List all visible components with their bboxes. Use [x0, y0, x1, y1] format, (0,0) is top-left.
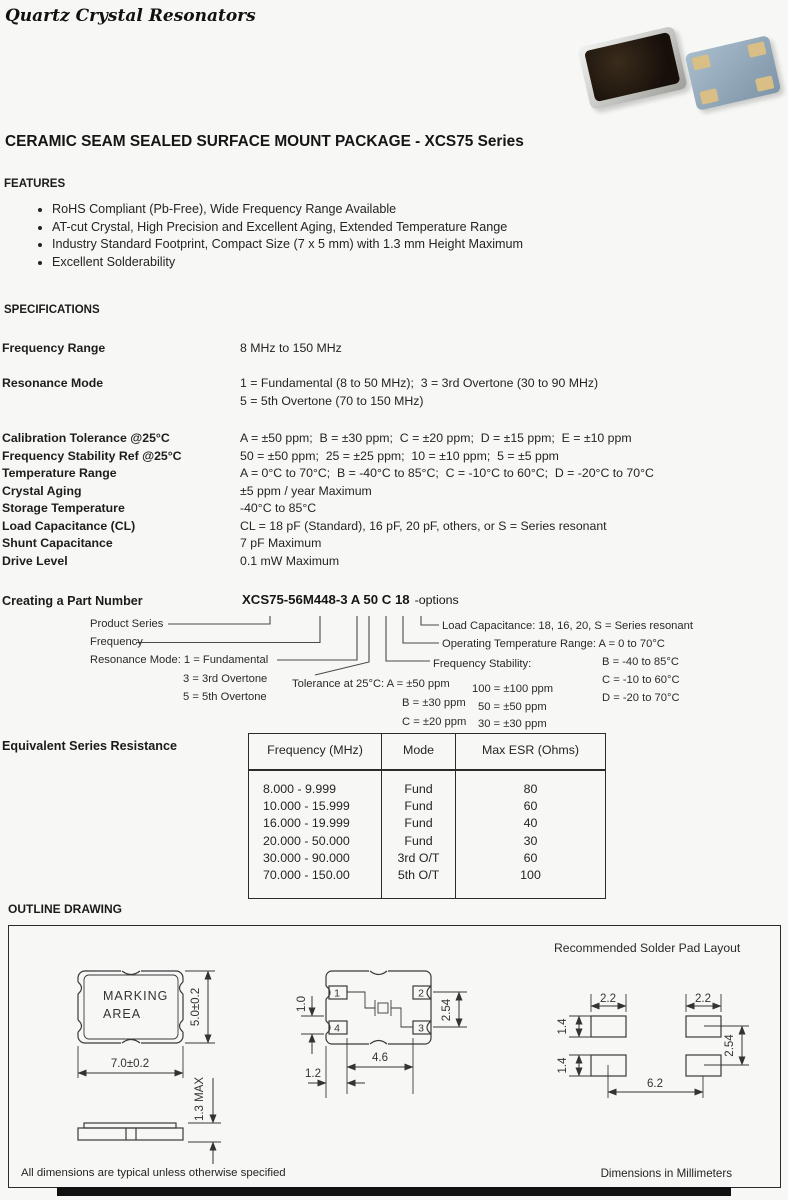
solder-pad-layout-title: Recommended Solder Pad Layout — [554, 941, 741, 955]
spec-label: Storage Temperature — [2, 501, 125, 515]
package-side-lid — [84, 1123, 176, 1128]
table-cell: 60 — [523, 799, 538, 814]
spec-row — [2, 393, 788, 410]
table-cell: 5th O/T — [397, 868, 440, 882]
dim-sp-pad-height: 1.4 — [557, 1057, 569, 1074]
esr-heading: Equivalent Series Resistance — [2, 739, 177, 753]
pn-label-resonance-mode: Resonance Mode: 1 = Fundamental — [90, 654, 269, 666]
part-number-options-suffix: -options — [414, 593, 459, 607]
crystal-symbol — [347, 992, 413, 1027]
chip-lid — [584, 32, 680, 102]
pin-number-2: 2 — [418, 987, 424, 1000]
table-cell: 60 — [523, 850, 538, 865]
spec-value: 8 MHz to 150 MHz — [240, 341, 342, 355]
spec-label: Shunt Capacitance — [2, 536, 113, 550]
pn-label-tolerance: Tolerance at 25°C: A = ±50 ppm — [292, 678, 450, 690]
spec-row — [2, 483, 788, 500]
dim-pad-span: 4.6 — [372, 1052, 388, 1064]
table-row — [249, 833, 605, 850]
dim-body-height: 5.0±0.2 — [190, 987, 202, 1027]
pn-label-stability-30: 30 = ±30 ppm — [478, 718, 547, 730]
table-cell: Fund — [404, 799, 433, 814]
pn-label-resonance-mode-5: 5 = 5th Overtone — [183, 691, 267, 703]
pn-label-load-capacitance: Load Capacitance: 18, 16, 20, S = Series resonant — [442, 620, 693, 632]
pn-label-temp-range-c: C = -10 to 60°C — [602, 674, 680, 686]
spec-label: Frequency Stability Ref @25°C — [2, 448, 182, 463]
esr-table — [248, 733, 606, 899]
product-photo-top-view — [577, 26, 688, 111]
marking-area-label: MARKING — [103, 989, 169, 1003]
dim-body-width: 7.0±0.2 — [110, 1058, 150, 1070]
pin-number-3: 3 — [418, 1022, 424, 1035]
spec-value: ±5 ppm / year Maximum — [240, 483, 372, 498]
dim-sp-pitch-v: 2.54 — [724, 1034, 736, 1057]
table-cell: 30.000 - 90.000 — [263, 850, 350, 865]
spec-row — [2, 500, 788, 517]
table-cell: 100 — [520, 868, 541, 882]
chip-solder-pad — [692, 54, 711, 70]
outline-heading: OUTLINE DRAWING — [8, 902, 122, 916]
spec-row — [2, 535, 788, 552]
chip-solder-pad — [755, 75, 774, 91]
pn-label-temp-range-d: D = -20 to 70°C — [602, 692, 680, 704]
spec-value: -40°C to 85°C — [240, 501, 317, 515]
spec-label: Resonance Mode — [2, 376, 104, 390]
spec-label: Frequency Range — [2, 341, 106, 355]
column-header-esr: Max ESR (Ohms) — [481, 743, 580, 757]
solder-pad — [686, 1016, 721, 1037]
features-heading: FEATURES — [4, 178, 66, 190]
table-row — [249, 815, 605, 832]
table-cell: 40 — [523, 816, 538, 831]
pn-label-temp-range-b: B = -40 to 85°C — [602, 656, 679, 668]
dim-sp-pad-width: 2.2 — [600, 993, 616, 1005]
page-title: CERAMIC SEAM SEALED SURFACE MOUNT PACKAGE - XCS75 Series — [5, 133, 524, 150]
pn-label-resonance-mode-3: 3 = 3rd Overtone — [183, 673, 268, 685]
pin-number-1: 1 — [334, 987, 340, 1000]
spec-value: A = 0°C to 70°C; B = -40°C to 85°C; C = -10°C to 60°C; D = -20°C to 70°C — [240, 466, 654, 480]
spec-value: 1 = Fundamental (8 to 50 MHz); 3 = 3rd Overtone (30 to 90 MHz) — [240, 376, 599, 390]
spec-row — [2, 430, 788, 447]
package-side-body — [78, 1128, 183, 1140]
spec-row — [2, 340, 788, 357]
dim-pad-inset: 1.2 — [305, 1068, 321, 1080]
package-bottom-outline — [326, 971, 431, 1044]
table-cell: 30 — [523, 833, 538, 848]
pn-label-tolerance-b: B = ±30 ppm — [402, 697, 466, 709]
spec-value: 0.1 mW Maximum — [240, 553, 340, 568]
table-cell: 16.000 - 19.999 — [263, 816, 350, 831]
spec-label: Calibration Tolerance @25°C — [2, 431, 170, 445]
table-row — [249, 850, 605, 867]
feature-item: • Industry Standard Footprint, Compact Size (7 x 5 mm) with 1.3 mm Height Maximum — [52, 236, 523, 254]
table-cell: Fund — [404, 782, 433, 796]
table-cell: 20.000 - 50.000 — [263, 833, 350, 848]
spec-row — [2, 465, 788, 482]
part-number-code: XCS75-56M448-3 A 50 C 18 — [242, 592, 410, 607]
outline-units-note: Dimensions in Millimeters — [600, 1167, 732, 1180]
dim-pad-pitch-v: 2.54 — [441, 998, 453, 1022]
pn-label-stability-100: 100 = ±100 ppm — [472, 683, 554, 695]
footer-bar — [57, 1187, 731, 1196]
part-number-heading: Creating a Part Number — [2, 594, 143, 608]
pn-label-stability: Frequency Stability: — [433, 658, 532, 670]
pn-label-frequency: Frequency — [90, 636, 143, 648]
spec-label: Drive Level — [2, 553, 68, 568]
chip-solder-pad — [747, 41, 766, 57]
feature-item: • RoHS Compliant (Pb-Free), Wide Frequency Range Available — [52, 201, 523, 219]
outline-drawing-box — [8, 925, 781, 1188]
feature-item: • AT-cut Crystal, High Precision and Excellent Aging, Extended Temperature Range — [52, 219, 523, 237]
marking-area-label: AREA — [103, 1007, 142, 1021]
dim-sp-pad-height: 1.4 — [557, 1018, 569, 1035]
dim-pad-height: 1.0 — [296, 996, 308, 1012]
pn-label-temp-range: Operating Temperature Range: A = 0 to 70°C — [442, 638, 665, 650]
spec-value: A = ±50 ppm; B = ±30 ppm; C = ±20 ppm; D = ±15 ppm; E = ±10 ppm — [240, 431, 632, 445]
outline-footer-note: All dimensions are typical unless otherwise specified — [21, 1167, 286, 1179]
column-header-mode: Mode — [403, 743, 434, 757]
table-row — [249, 781, 605, 798]
pn-label-product-series: Product Series — [90, 618, 164, 630]
solder-pad — [591, 1016, 626, 1037]
table-cell: 8.000 - 9.999 — [263, 782, 337, 796]
spec-value: 5 = 5th Overtone (70 to 150 MHz) — [240, 393, 424, 408]
pn-label-tolerance-c: C = ±20 ppm — [402, 716, 467, 728]
spec-row — [2, 553, 788, 570]
spec-row — [2, 448, 788, 465]
spec-value: CL = 18 pF (Standard), 16 pF, 20 pF, others, or S = Series resonant — [240, 518, 607, 533]
spec-label: Temperature Range — [2, 466, 117, 480]
pin-number-4: 4 — [334, 1022, 340, 1035]
dim-sp-pad-width: 2.2 — [695, 993, 711, 1005]
spec-value: 7 pF Maximum — [240, 536, 322, 550]
dim-thickness: 1.3 MAX — [194, 1076, 206, 1122]
table-row — [249, 867, 605, 884]
part-number-example — [242, 592, 459, 607]
spec-row — [2, 375, 788, 392]
specifications-list — [0, 340, 788, 580]
specifications-heading: SPECIFICATIONS — [4, 304, 100, 316]
table-cell: Fund — [404, 833, 433, 848]
table-header-divider — [249, 769, 605, 771]
chip-solder-pad — [699, 88, 718, 104]
table-cell: Fund — [404, 816, 433, 831]
features-list — [0, 201, 523, 271]
table-cell: 70.000 - 150.00 — [263, 868, 350, 882]
dim-sp-pitch-h: 6.2 — [647, 1078, 663, 1090]
spec-label: Load Capacitance (CL) — [2, 518, 136, 533]
column-header-frequency: Frequency (MHz) — [267, 743, 363, 757]
spec-label: Crystal Aging — [2, 483, 82, 498]
spec-row — [2, 518, 788, 535]
table-cell: 10.000 - 15.999 — [263, 799, 350, 814]
outline-drawing — [9, 926, 780, 1187]
solder-pad — [591, 1055, 626, 1076]
brand-title: Quartz Crystal Resonators — [5, 6, 256, 26]
product-photo-bottom-view — [685, 35, 782, 111]
table-cell: 80 — [523, 782, 538, 796]
feature-item: • Excellent Solderability — [52, 254, 523, 272]
pn-label-stability-50: 50 = ±50 ppm — [478, 701, 547, 713]
table-cell: 3rd O/T — [397, 850, 440, 865]
spec-value: 50 = ±50 ppm; 25 = ±25 ppm; 10 = ±10 ppm; 5 = ±5 ppm — [240, 448, 559, 463]
part-number-section — [0, 590, 788, 742]
solder-pad — [686, 1055, 721, 1076]
table-row — [249, 798, 605, 815]
